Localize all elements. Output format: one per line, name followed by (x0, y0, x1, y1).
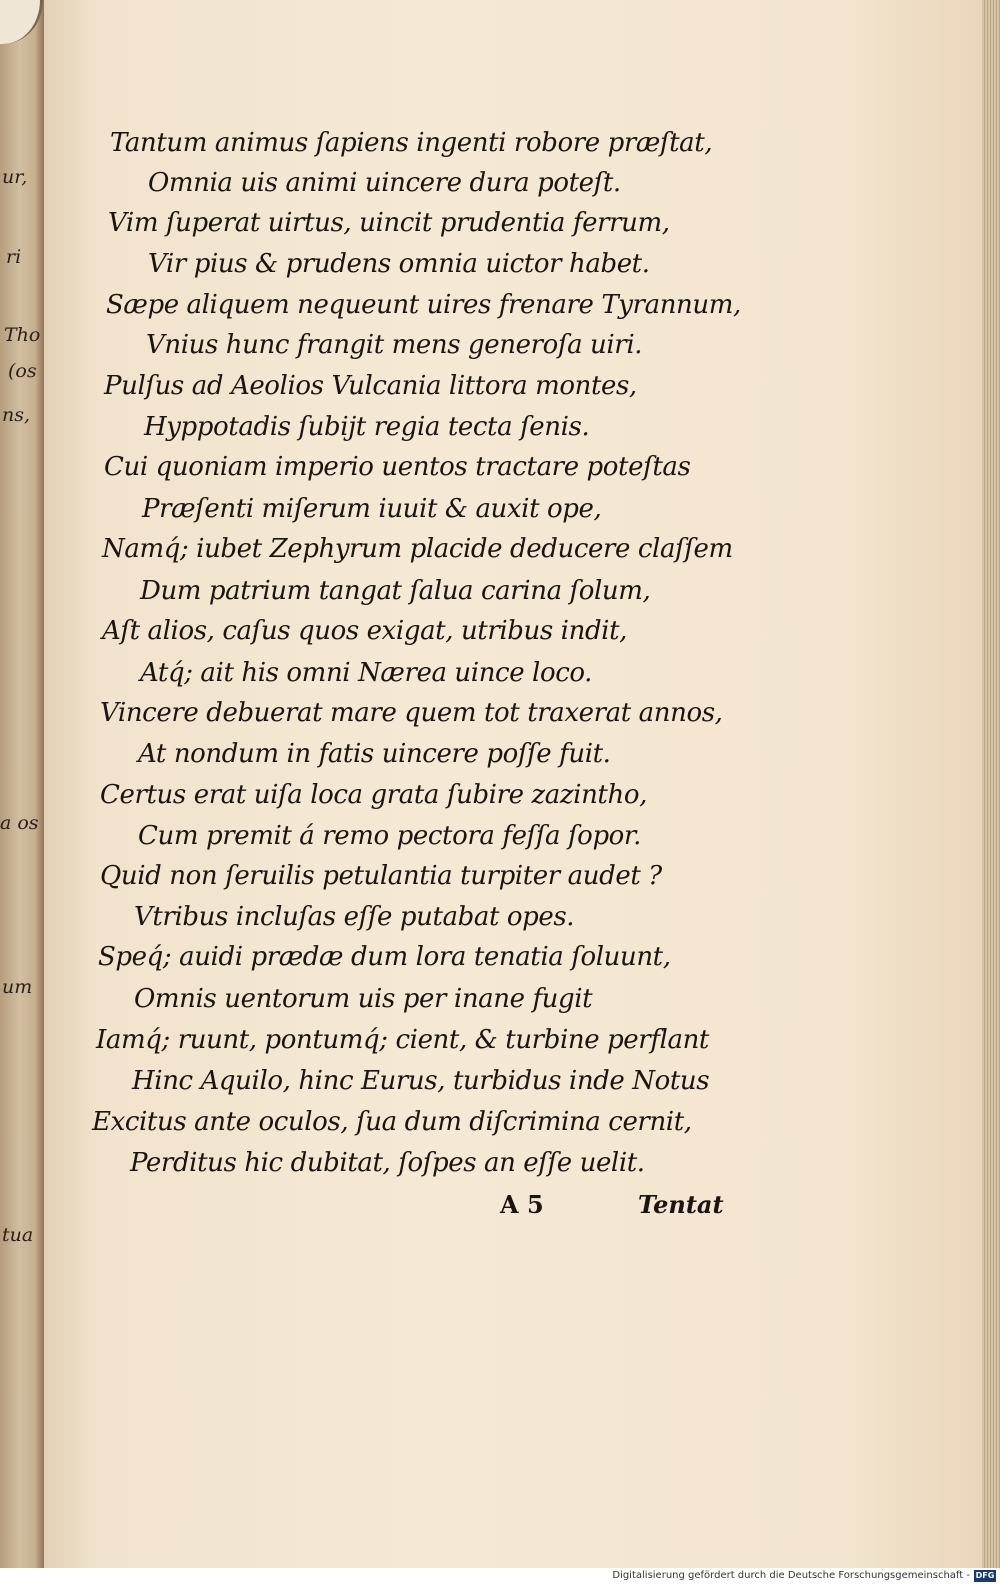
verse-line: Vnius hunc frangit mens generoſa uiri. (146, 330, 643, 360)
footer-bar (0, 1568, 1000, 1585)
left-page-fragment: ur, (2, 166, 28, 188)
verse-line: Tantum animus ſapiens ingenti robore præſtat, (110, 128, 713, 158)
verse-line: Atq́; ait his omni Nærea uince loco. (140, 658, 593, 688)
verse-text (44, 0, 982, 1568)
verse-line: At nondum in fatis uincere poſſe fuit. (138, 739, 611, 769)
left-page-fragment: tua (2, 1224, 34, 1246)
verse-line: Vim ſuperat uirtus, uincit prudentia ferrum, (108, 208, 670, 238)
verse-line: Quid non ſeruilis petulantia turpiter audet ? (100, 861, 662, 891)
verse-line: Cum premit á remo pectora feſſa ſopor. (138, 821, 641, 851)
left-page-fragment: (os (8, 360, 37, 382)
verse-line: Cui quoniam imperio uentos tractare poteſtas (104, 452, 691, 482)
verse-line: Certus erat uiſa loca grata ſubire zazintho, (100, 780, 647, 810)
verse-line: Iamq́; ruunt, pontumq́; cient, & turbine perflant (96, 1025, 709, 1055)
catchword: Tentat (638, 1190, 724, 1219)
verse-line: Aſt alios, caſus quos exigat, utribus indit, (102, 616, 628, 646)
verse-line: Præſenti miſerum iuuit & auxit ope, (142, 494, 602, 524)
left-page-fragment: um (2, 976, 33, 998)
verse-line: Perditus hic dubitat, ſoſpes an eſſe uelit. (130, 1148, 645, 1178)
footer-credit: Digitalisierung gefördert durch die Deutsche Forschungsgemeinschaft - (612, 1570, 970, 1581)
left-page-fragment: Tho (4, 324, 41, 346)
verse-line: Vir pius & prudens omnia uictor habet. (148, 249, 650, 279)
verse-line: Namq́; iubet Zephyrum placide deducere claſſem (102, 534, 733, 564)
book-page (44, 0, 982, 1568)
signature-mark: A 5 (500, 1190, 544, 1219)
verse-line: Pulſus ad Aeolios Vulcania littora montes, (104, 371, 637, 401)
page-curl (0, 0, 43, 44)
left-page-fragment: ns, (2, 404, 31, 426)
verse-line: Vtribus incluſas eſſe putabat opes. (134, 902, 575, 932)
verse-line: Omnis uentorum uis per inane fugit (134, 984, 593, 1014)
verse-line: Vincere debuerat mare quem tot traxerat annos, (100, 698, 723, 728)
verse-line: Dum patrium tangat ſalua carina ſolum, (140, 576, 651, 606)
verse-line: Hyppotadis ſubijt regia tecta ſenis. (144, 412, 590, 442)
dfg-logo: DFG (975, 1571, 995, 1580)
left-page-edge (0, 0, 44, 1568)
left-page-fragment: ri (6, 246, 22, 268)
verse-line: Sæpe aliquem nequeunt uires frenare Tyrannum, (106, 290, 741, 320)
page-stack-edge (982, 0, 1000, 1568)
verse-line: Speq́; auidi prædæ dum lora tenatia ſoluunt, (98, 942, 671, 972)
left-page-fragment: a os (0, 812, 39, 834)
verse-line: Hinc Aquilo, hinc Eurus, turbidus inde Notus (132, 1066, 710, 1096)
verse-line: Omnia uis animi uincere dura poteſt. (148, 168, 621, 198)
verse-line: Excitus ante oculos, ſua dum diſcrimina cernit, (92, 1107, 692, 1137)
